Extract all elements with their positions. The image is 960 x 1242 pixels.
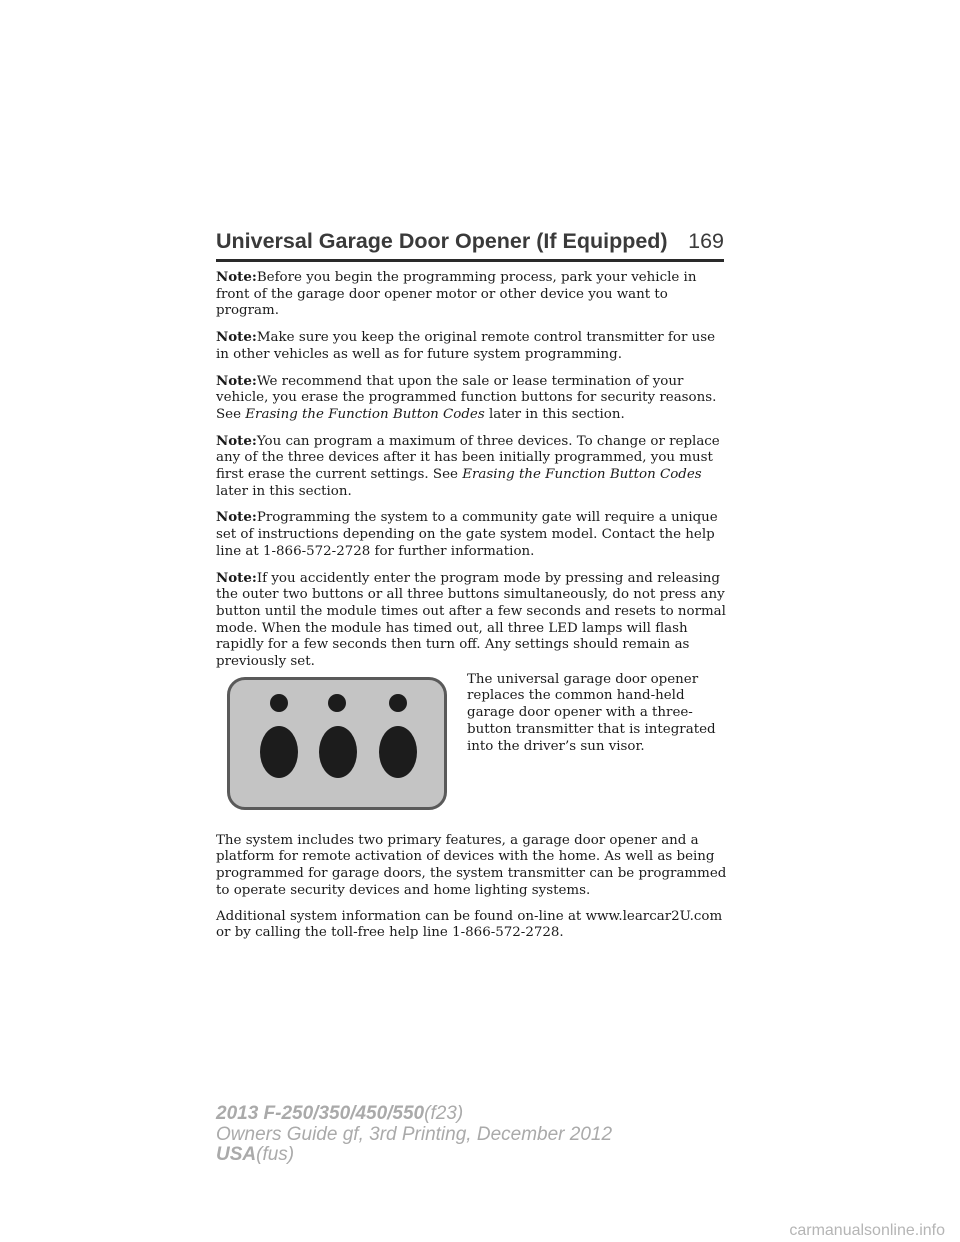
led-indicator: [389, 694, 407, 712]
note-paragraph: [216, 570, 728, 671]
note-text: later in this section.: [216, 483, 352, 499]
note-label: Note:: [216, 432, 257, 449]
note-text: Make sure you keep the original remote control transmitter for use in other vehicles as well as for future system programming.: [216, 330, 716, 362]
model-name: 2013 F-250/350/450/550: [216, 1103, 425, 1124]
function-button-2: [319, 726, 357, 778]
page-header: [216, 229, 724, 263]
note-text: If you accidently enter the program mode by pressing and releasing the outer two buttons or all three buttons simultaneously, do not press any button until the module times out after a few seconds and resets to normal mode. When the module has timed out, all three LED lamps will flash rapidly for a few seconds then turn off. Any settings should remain as previously set.: [216, 570, 726, 670]
market-name: USA: [216, 1144, 257, 1165]
led-indicator: [270, 694, 288, 712]
footer-line: [216, 1104, 612, 1125]
note-text: You can program a maximum of three devices. To change or replace any of the three devices after it has been initially programmed, you must first erase the current settings. See: [216, 433, 720, 483]
body-paragraph: Additional system information can be found on-line at www.learcar2U.com or by calling the toll-free help line 1-866-572-2728.: [216, 908, 723, 941]
note-label: Note:: [216, 509, 257, 526]
cross-reference: Erasing the Function Button Codes: [245, 406, 485, 422]
note-paragraph: [216, 509, 728, 560]
figure-caption: The universal garage door opener replaces the common hand-held garage door opener with a three-button transmitter that is integrated into the driver’s sun visor.: [467, 671, 716, 754]
body-paragraph: The system includes two primary features, a garage door opener and a platform for remote activation of devices with the home. As well as being programmed for garage doors, the system transmitter can be programmed to operate security devices and home lighting systems.: [216, 832, 727, 898]
note-text: Programming the system to a community gate will require a unique set of instructions depending on the gate system model. Contact the help line at 1-866-572-2728 for further information.: [216, 510, 718, 559]
footer-line: Owners Guide gf, 3rd Printing, December 2012: [216, 1123, 613, 1145]
market-code: (fus): [256, 1144, 295, 1165]
note-paragraph: [216, 269, 728, 320]
note-label: Note:: [216, 269, 257, 285]
function-button-1: [260, 726, 298, 778]
note-label: Note:: [216, 329, 257, 346]
note-text: We recommend that upon the sale or lease termination of your vehicle, you erase the programmed function buttons for security reasons. See: [216, 373, 717, 422]
page-body: [216, 269, 728, 951]
header-rule: [216, 259, 724, 262]
page-number: 169: [688, 229, 724, 253]
watermark: carmanualsonline.info: [789, 1222, 945, 1239]
note-label: Note:: [216, 372, 257, 389]
note-paragraph: [216, 433, 728, 501]
function-button-3: [379, 726, 417, 778]
led-indicator: [328, 694, 346, 712]
section-title: Universal Garage Door Opener (If Equipped): [216, 229, 668, 253]
cross-reference: Erasing the Function Button Codes: [462, 467, 702, 483]
note-label: Note:: [216, 569, 257, 586]
note-paragraph: [216, 373, 728, 424]
note-text: later in this section.: [484, 406, 625, 422]
note-text: Before you begin the programming process, park your vehicle in front of the garage door opener motor or other device you want to program.: [216, 270, 697, 319]
note-paragraph: [216, 329, 728, 363]
figure-row: [216, 672, 728, 822]
garage-opener-illustration: [227, 677, 447, 810]
page-footer: [216, 1104, 612, 1166]
footer-line: [216, 1145, 612, 1166]
model-code: (f23): [424, 1103, 464, 1124]
